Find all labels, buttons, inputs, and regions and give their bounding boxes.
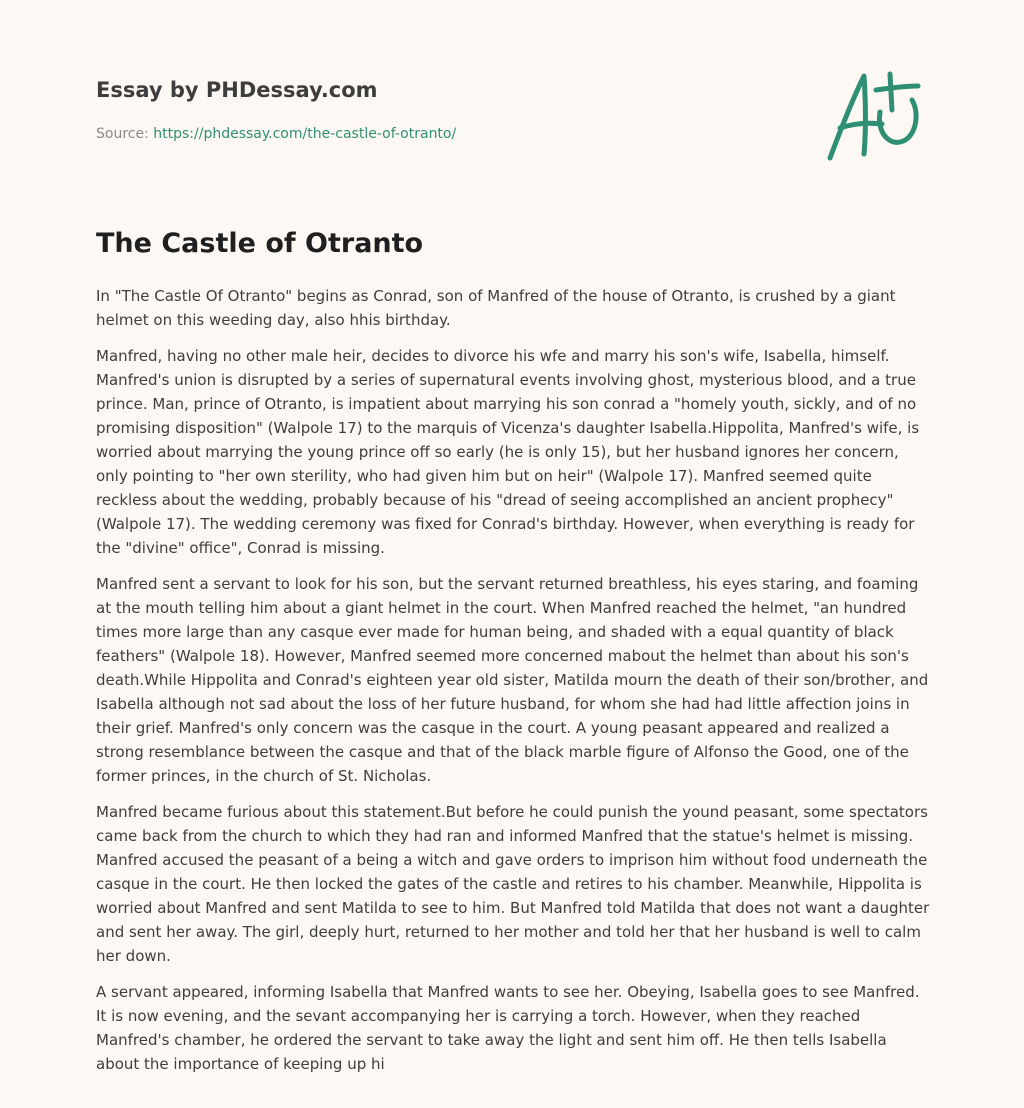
source-line [96, 124, 796, 144]
essay-paragraph: Manfred became furious about this statement.But before he could punish the yound peasant, some spectators came back from the church to which they had ran and informed Manfred that the statue's helmet is missing. Manfred accused the peasant of a being a witch and gave orders to imprison him without food underneath the casque in the court. He then locked the gates of the castle and retires to his chamber. Meanwhile, Hippolita is worried about Manfred and sent Matilda to see to him. But Manfred told Matilda that does not want a daughter and sent her away. The girl, deeply hurt, returned to her mother and told her that her husband is well to calm her down. [96, 803, 930, 965]
essay-paragraph: Manfred, having no other male heir, decides to divorce his wfe and marry his son's wife, Isabella, himself. Manfred's union is disrupted by a series of supernatural events involving ghost, mysterious blood, and a true prince. Man, prince of Otranto, is impatient about marrying his son conrad a "homely youth, sickly, and of no promising disposition" (Walpole 17) to the marquis of Vicenza's daughter Isabella.Hippolita, Manfred's wife, is worried about marrying the young prince off so early (he is only 15), but her husband ignores her concern, only pointing to "her own sterility, who had given him but on heir" (Walpole 17). Manfred seemed quite reckless about the wedding, probably because of his "dread of seeing accomplished an ancient prophecy" (Walpole 17). The wedding ceremony was fixed for Conrad's birthday. However, when everything is ready for the "divine" office", Conrad is missing. [96, 347, 920, 557]
essay-paragraph: A servant appeared, informing Isabella that Manfred wants to see her. Obeying, Isabella goes to see Manfred. It is now evening, and the sevant accompanying her is carrying a torch. However, when they reached Manfred's chamber, he ordered the servant to take away the light and sent him off. He then tells Isabella about the importance of keeping up hi [96, 983, 920, 1073]
essay-paragraph: Manfred sent a servant to look for his son, but the servant returned breathless, his eyes staring, and foaming at the mouth telling him about a giant helmet in the court. When Manfred reached the helmet, "an hundred times more large than any casque ever made for human being, and shaded with a equal quantity of black feathers" (Walpole 18). However, Manfred seemed more concerned mabout the helmet than about his son's death.While Hippolita and Conrad's eighteen year old sister, Matilda mourn the death of their son/brother, and Isabella although not sad about the loss of her future husband, for whom she had had little affection joins in their grief. Manfred's only concern was the casque in the court. A young peasant appeared and realized a strong resemblance between the casque and that of the black marble figure of Alfonso the Good, one of the former princes, in the church of St. Nicholas. [96, 575, 929, 785]
a-plus-grade-icon [820, 66, 930, 166]
essay-title: The Castle of Otranto [96, 228, 424, 259]
source-label: Source: [96, 126, 154, 142]
source-link[interactable]: https://phdessay.com/the-castle-of-otranto/ [153, 126, 457, 142]
site-title: Essay by PHDessay.com [96, 78, 378, 102]
essay-paragraph: In "The Castle Of Otranto" begins as Conrad, son of Manfred of the house of Otranto, is crushed by a giant helmet on this weeding day, also hhis birthday. [96, 287, 896, 329]
page-header [96, 76, 796, 144]
essay-article [96, 226, 930, 1088]
